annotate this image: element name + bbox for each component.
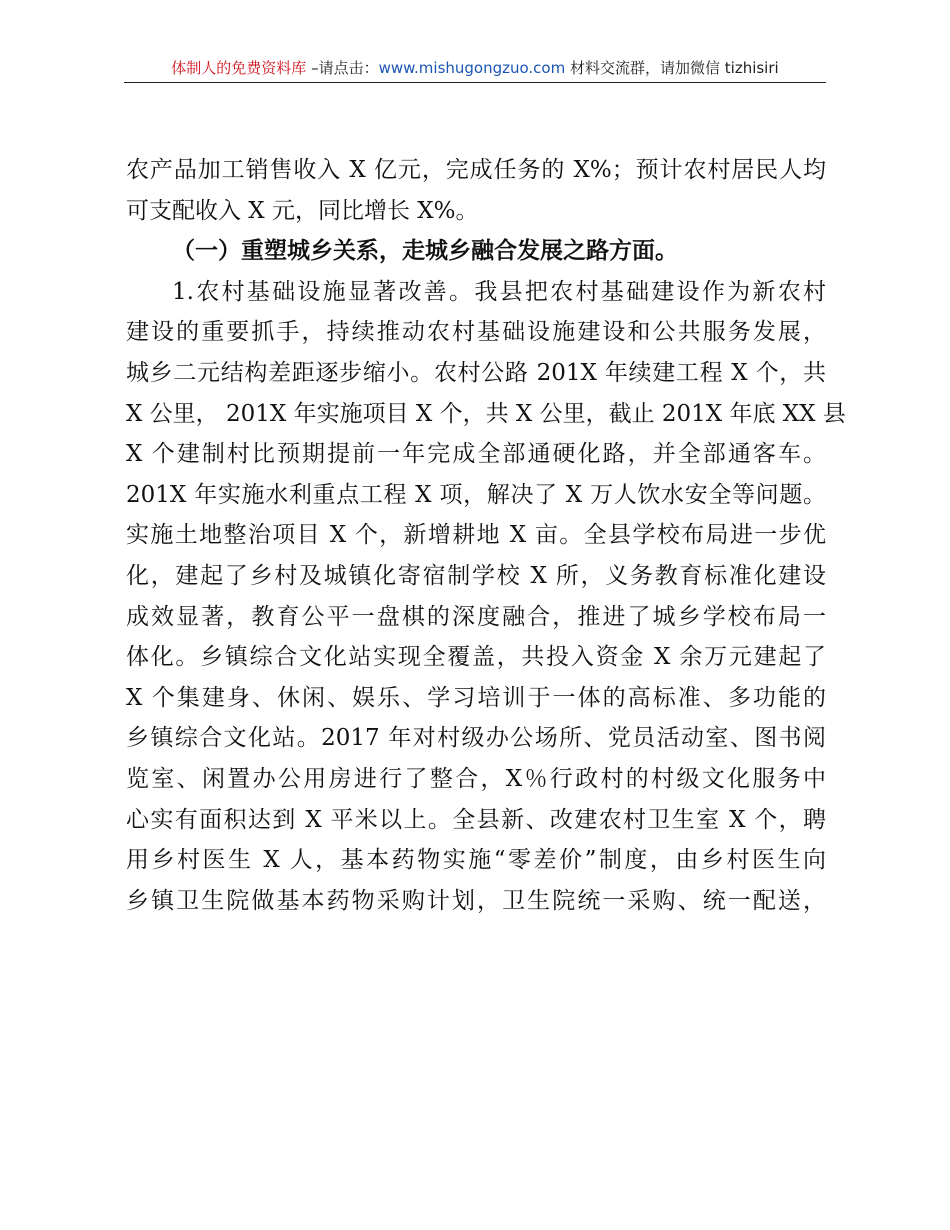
text-line: 成效显著，教育公平一盘棋的深度融合，推进了城乡学校布局一 <box>126 603 826 630</box>
text-line: 城乡二元结构差距逐步缩小。农村公路 201X 年续建工程 X 个，共 <box>126 359 826 386</box>
text-line: 农产品加工销售收入 X 亿元，完成任务的 X%；预计农村居民人均 <box>126 157 826 183</box>
text-line: 可支配收入 X 元，同比增长 X%。 <box>126 197 479 224</box>
text-line: 乡镇卫生院做基本药物采购计划，卫生院统一采购、统一配送， <box>126 887 826 914</box>
header-suffix: 材料交流群，请加微信 tizhisiri <box>565 59 779 77</box>
text-line: 1.农村基础设施显著改善。我县把农村基础建设作为新农村 <box>172 278 826 305</box>
section-heading-text: （一）重塑城乡关系，走城乡融合发展之路方面。 <box>172 237 678 265</box>
text-line: X 公里， 201X 年实施项目 X 个，共 X 公里，截止 201X 年底 XX 县 <box>126 400 846 427</box>
text-line: X 个集建身、休闲、娱乐、学习培训于一体的高标准、多功能的 <box>126 684 826 711</box>
page-header <box>124 56 826 83</box>
paragraph-intro <box>126 150 826 231</box>
text-line: 览室、闲置办公用房进行了整合，X％行政村的村级文化服务中 <box>126 765 826 792</box>
header-brand: 体制人的免费资料库 <box>171 59 307 77</box>
text-line: 实施土地整治项目 X 个，新增耕地 X 亩。全县学校布局进一步优 <box>126 522 826 549</box>
document-body <box>126 150 846 921</box>
text-line: X 个建制村比预期提前一年完成全部通硬化路，并全部通客车。 <box>126 441 826 468</box>
text-line: 化，建起了乡村及城镇化寄宿制学校 X 所，义务教育标准化建设 <box>126 562 826 589</box>
paragraph-infrastructure <box>126 272 846 922</box>
section-heading <box>126 231 826 272</box>
header-prefix: –请点击： <box>306 59 379 77</box>
text-line: 201X 年实施水利重点工程 X 项，解决了 X 万人饮水安全等问题。 <box>126 481 826 508</box>
text-line: 体化。乡镇综合文化站实现全覆盖，共投入资金 X 余万元建起了 <box>126 644 826 671</box>
text-line: 用乡村医生 X 人，基本药物实施“零差价”制度，由乡村医生向 <box>126 847 826 874</box>
text-line: 建设的重要抓手，持续推动农村基础设施建设和公共服务发展， <box>126 319 826 346</box>
text-line: 乡镇综合文化站。2017 年对村级办公场所、党员活动室、图书阅 <box>126 725 826 752</box>
header-website-link[interactable]: www.mishugongzuo.com <box>378 59 566 77</box>
text-line: 心实有面积达到 X 平米以上。全县新、改建农村卫生室 X 个，聘 <box>126 806 826 833</box>
